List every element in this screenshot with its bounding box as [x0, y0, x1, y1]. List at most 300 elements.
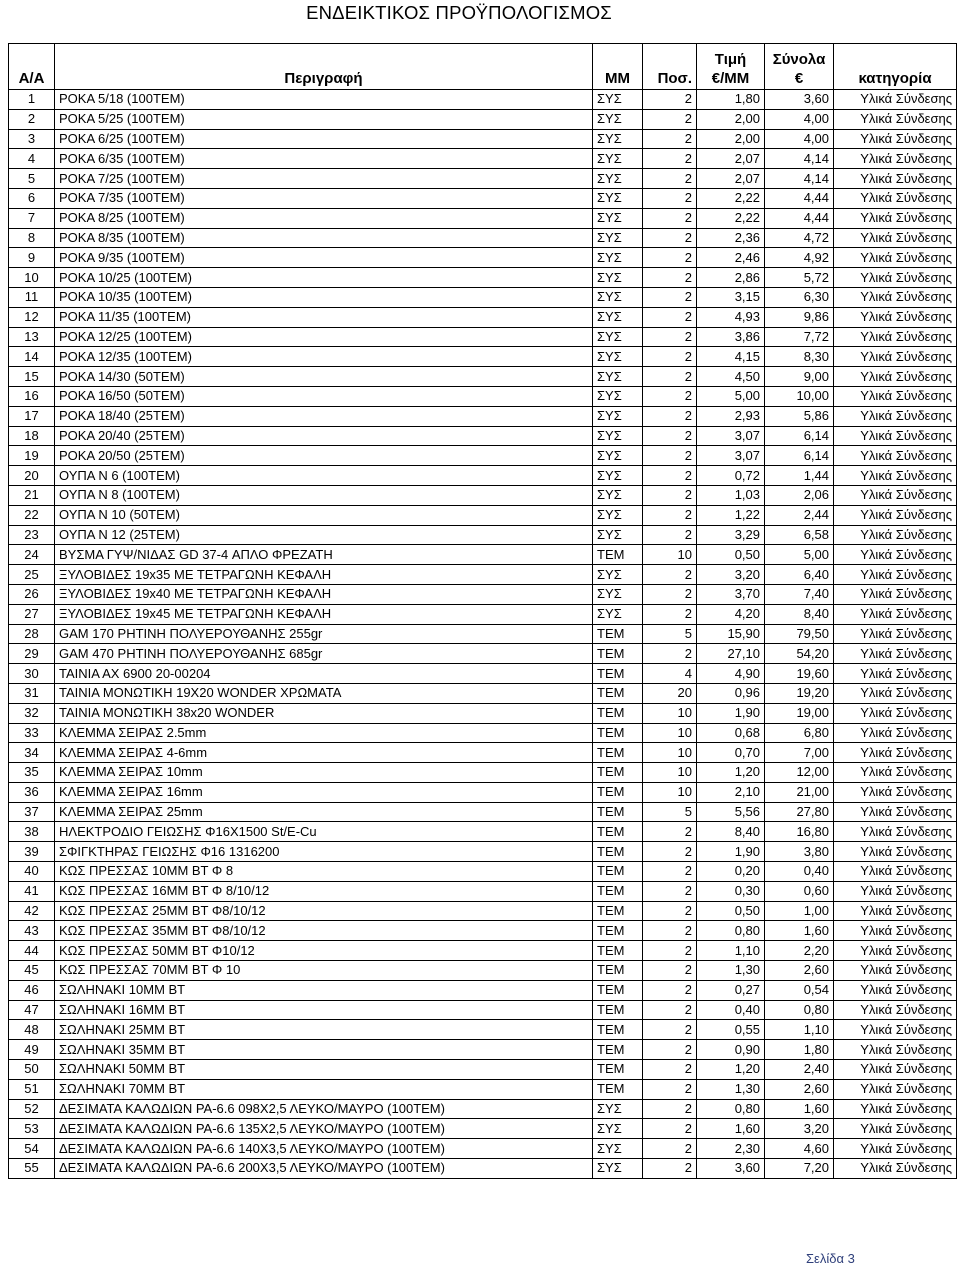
- cell-category: Υλικά Σύνδεσης: [834, 1000, 957, 1020]
- cell-quantity: 2: [643, 1020, 697, 1040]
- cell-description: ΤΑΙΝΙΑ ΜΟΝΩΤΙΚΗ 19Χ20 WONDER ΧΡΩΜΑΤΑ: [55, 683, 593, 703]
- cell-description: ΣΦΙΓΚΤΗΡΑΣ ΓΕΙΩΣΗΣ Φ16 1316200: [55, 842, 593, 862]
- cell-quantity: 2: [643, 862, 697, 882]
- cell-description: ΡΟΚΑ 7/35 (100ΤΕΜ): [55, 188, 593, 208]
- cell-category: Υλικά Σύνδεσης: [834, 109, 957, 129]
- table-row: [9, 881, 957, 901]
- table-row: [9, 1159, 957, 1179]
- cell-quantity: 10: [643, 743, 697, 763]
- cell-unit-price: 0,70: [697, 743, 765, 763]
- cell-category: Υλικά Σύνδεσης: [834, 822, 957, 842]
- cell-category: Υλικά Σύνδεσης: [834, 743, 957, 763]
- cell-description: ΟΥΠΑ Ν 8 (100ΤΕΜ): [55, 485, 593, 505]
- table-row: [9, 782, 957, 802]
- cell-total: 7,00: [765, 743, 834, 763]
- cell-total: 79,50: [765, 624, 834, 644]
- cell-unit-price: 2,10: [697, 782, 765, 802]
- cell-quantity: 2: [643, 644, 697, 664]
- cell-category: Υλικά Σύνδεσης: [834, 208, 957, 228]
- cell-unit-price: 3,20: [697, 565, 765, 585]
- cell-category: Υλικά Σύνδεσης: [834, 406, 957, 426]
- table-row: [9, 822, 957, 842]
- cell-total: 1,60: [765, 921, 834, 941]
- cell-unit-price: 4,15: [697, 347, 765, 367]
- cell-unit: ΣΥΣ: [593, 327, 643, 347]
- header-category: κατηγορία: [834, 44, 957, 90]
- cell-quantity: 2: [643, 1099, 697, 1119]
- cell-unit-price: 1,30: [697, 1079, 765, 1099]
- cell-unit-price: 3,60: [697, 1159, 765, 1179]
- cell-aa: 38: [9, 822, 55, 842]
- cell-unit: ΣΥΣ: [593, 248, 643, 268]
- cell-category: Υλικά Σύνδεσης: [834, 1139, 957, 1159]
- cell-category: Υλικά Σύνδεσης: [834, 584, 957, 604]
- budget-table: [8, 43, 957, 1179]
- cell-unit-price: 3,70: [697, 584, 765, 604]
- cell-category: Υλικά Σύνδεσης: [834, 961, 957, 981]
- cell-quantity: 10: [643, 782, 697, 802]
- cell-description: ΡΟΚΑ 6/35 (100ΤΕΜ): [55, 149, 593, 169]
- cell-total: 4,72: [765, 228, 834, 248]
- cell-unit-price: 2,07: [697, 149, 765, 169]
- cell-quantity: 2: [643, 1000, 697, 1020]
- cell-unit: ΣΥΣ: [593, 169, 643, 189]
- cell-quantity: 2: [643, 822, 697, 842]
- cell-total: 1,10: [765, 1020, 834, 1040]
- cell-aa: 19: [9, 446, 55, 466]
- cell-description: ΣΩΛΗΝΑΚΙ 50ΜΜ ΒΤ: [55, 1060, 593, 1080]
- cell-unit: ΤΕΜ: [593, 683, 643, 703]
- cell-total: 54,20: [765, 644, 834, 664]
- cell-aa: 11: [9, 287, 55, 307]
- cell-quantity: 2: [643, 604, 697, 624]
- cell-total: 4,60: [765, 1139, 834, 1159]
- header-unit: ΜΜ: [593, 44, 643, 90]
- cell-aa: 20: [9, 466, 55, 486]
- cell-total: 6,14: [765, 426, 834, 446]
- cell-unit: ΤΕΜ: [593, 901, 643, 921]
- table-row: [9, 644, 957, 664]
- cell-unit-price: 1,10: [697, 941, 765, 961]
- table-row: [9, 90, 957, 110]
- cell-aa: 5: [9, 169, 55, 189]
- cell-unit: ΤΕΜ: [593, 961, 643, 981]
- cell-total: 4,44: [765, 188, 834, 208]
- cell-unit-price: 15,90: [697, 624, 765, 644]
- cell-aa: 31: [9, 683, 55, 703]
- table-row: [9, 466, 957, 486]
- cell-aa: 13: [9, 327, 55, 347]
- table-row: [9, 1040, 957, 1060]
- cell-total: 2,06: [765, 485, 834, 505]
- cell-quantity: 2: [643, 426, 697, 446]
- cell-aa: 7: [9, 208, 55, 228]
- cell-aa: 15: [9, 367, 55, 387]
- cell-quantity: 2: [643, 188, 697, 208]
- cell-unit-price: 3,29: [697, 525, 765, 545]
- cell-aa: 23: [9, 525, 55, 545]
- cell-category: Υλικά Σύνδεσης: [834, 485, 957, 505]
- cell-description: ΚΛΕΜΜΑ ΣΕΙΡΑΣ 4-6mm: [55, 743, 593, 763]
- table-row: [9, 367, 957, 387]
- cell-quantity: 2: [643, 90, 697, 110]
- cell-unit: ΣΥΣ: [593, 525, 643, 545]
- cell-category: Υλικά Σύνδεσης: [834, 1020, 957, 1040]
- cell-unit-price: 0,72: [697, 466, 765, 486]
- table-row: [9, 149, 957, 169]
- cell-unit: ΣΥΣ: [593, 149, 643, 169]
- cell-description: ΡΟΚΑ 6/25 (100ΤΕΜ): [55, 129, 593, 149]
- table-row: [9, 505, 957, 525]
- cell-category: Υλικά Σύνδεσης: [834, 307, 957, 327]
- cell-category: Υλικά Σύνδεσης: [834, 941, 957, 961]
- cell-aa: 48: [9, 1020, 55, 1040]
- cell-quantity: 2: [643, 941, 697, 961]
- cell-unit-price: 0,20: [697, 862, 765, 882]
- cell-aa: 49: [9, 1040, 55, 1060]
- table-row: [9, 1060, 957, 1080]
- cell-unit-price: 2,46: [697, 248, 765, 268]
- cell-unit-price: 1,80: [697, 90, 765, 110]
- cell-unit: ΣΥΣ: [593, 90, 643, 110]
- header-unit-price: [697, 44, 765, 90]
- cell-quantity: 2: [643, 248, 697, 268]
- cell-category: Υλικά Σύνδεσης: [834, 466, 957, 486]
- cell-unit: ΣΥΣ: [593, 1159, 643, 1179]
- table-row: [9, 683, 957, 703]
- cell-unit-price: 2,22: [697, 188, 765, 208]
- cell-quantity: 2: [643, 406, 697, 426]
- cell-total: 2,60: [765, 1079, 834, 1099]
- cell-aa: 52: [9, 1099, 55, 1119]
- table-row: [9, 743, 957, 763]
- cell-unit-price: 4,93: [697, 307, 765, 327]
- cell-aa: 33: [9, 723, 55, 743]
- cell-unit: ΣΥΣ: [593, 1119, 643, 1139]
- cell-total: 19,60: [765, 664, 834, 684]
- cell-quantity: 2: [643, 287, 697, 307]
- cell-unit-price: 5,00: [697, 386, 765, 406]
- cell-description: ΗΛΕΚΤΡΟΔΙΟ ΓΕΙΩΣΗΣ Φ16Χ1500 St/E-Cu: [55, 822, 593, 842]
- cell-unit-price: 2,07: [697, 169, 765, 189]
- cell-unit: ΤΕΜ: [593, 822, 643, 842]
- cell-quantity: 2: [643, 525, 697, 545]
- table-row: [9, 446, 957, 466]
- cell-aa: 4: [9, 149, 55, 169]
- cell-total: 6,14: [765, 446, 834, 466]
- cell-description: ΚΩΣ ΠΡΕΣΣΑΣ 16ΜΜ ΒΤ Φ 8/10/12: [55, 881, 593, 901]
- cell-aa: 34: [9, 743, 55, 763]
- table-row: [9, 545, 957, 565]
- table-row: [9, 1119, 957, 1139]
- cell-quantity: 2: [643, 980, 697, 1000]
- cell-aa: 9: [9, 248, 55, 268]
- cell-aa: 3: [9, 129, 55, 149]
- cell-quantity: 2: [643, 446, 697, 466]
- table-row: [9, 1079, 957, 1099]
- cell-unit-price: 4,50: [697, 367, 765, 387]
- cell-description: ΡΟΚΑ 20/50 (25ΤΕΜ): [55, 446, 593, 466]
- cell-description: ΚΛΕΜΜΑ ΣΕΙΡΑΣ 16mm: [55, 782, 593, 802]
- header-description: Περιγραφή: [55, 44, 593, 90]
- cell-description: ΡΟΚΑ 12/35 (100ΤΕΜ): [55, 347, 593, 367]
- cell-aa: 43: [9, 921, 55, 941]
- cell-total: 9,86: [765, 307, 834, 327]
- cell-category: Υλικά Σύνδεσης: [834, 525, 957, 545]
- cell-unit: ΣΥΣ: [593, 268, 643, 288]
- cell-total: 4,14: [765, 169, 834, 189]
- cell-aa: 27: [9, 604, 55, 624]
- cell-unit-price: 8,40: [697, 822, 765, 842]
- table-row: [9, 901, 957, 921]
- cell-unit: ΤΕΜ: [593, 980, 643, 1000]
- cell-description: ΡΟΚΑ 7/25 (100ΤΕΜ): [55, 169, 593, 189]
- cell-total: 6,40: [765, 565, 834, 585]
- cell-quantity: 2: [643, 268, 697, 288]
- cell-category: Υλικά Σύνδεσης: [834, 347, 957, 367]
- cell-category: Υλικά Σύνδεσης: [834, 782, 957, 802]
- cell-total: 0,54: [765, 980, 834, 1000]
- cell-aa: 6: [9, 188, 55, 208]
- cell-category: Υλικά Σύνδεσης: [834, 287, 957, 307]
- cell-category: Υλικά Σύνδεσης: [834, 505, 957, 525]
- table-row: [9, 228, 957, 248]
- cell-unit: ΤΕΜ: [593, 743, 643, 763]
- cell-total: 5,00: [765, 545, 834, 565]
- cell-category: Υλικά Σύνδεσης: [834, 763, 957, 783]
- header-unit-price-top: Τιμή: [714, 51, 747, 68]
- cell-unit: ΤΕΜ: [593, 664, 643, 684]
- cell-quantity: 5: [643, 624, 697, 644]
- cell-description: ΣΩΛΗΝΑΚΙ 25ΜΜ ΒΤ: [55, 1020, 593, 1040]
- cell-aa: 37: [9, 802, 55, 822]
- cell-unit-price: 1,22: [697, 505, 765, 525]
- cell-unit: ΤΕΜ: [593, 1020, 643, 1040]
- cell-aa: 21: [9, 485, 55, 505]
- cell-description: ΒΥΣΜΑ ΓΥΨ/ΝΙΔΑΣ GD 37-4 ΑΠΛΟ ΦΡΕΖΑΤΗ: [55, 545, 593, 565]
- table-row: [9, 485, 957, 505]
- cell-quantity: 10: [643, 545, 697, 565]
- cell-aa: 16: [9, 386, 55, 406]
- cell-unit: ΣΥΣ: [593, 565, 643, 585]
- cell-description: ΔΕΣΙΜΑΤΑ ΚΑΛΩΔΙΩΝ PA-6.6 200Χ3,5 ΛΕΥΚΟ/ΜΑΥΡΟ (100ΤΕΜ): [55, 1159, 593, 1179]
- cell-unit: ΤΕΜ: [593, 842, 643, 862]
- cell-unit-price: 5,56: [697, 802, 765, 822]
- cell-quantity: 2: [643, 1060, 697, 1080]
- cell-quantity: 2: [643, 327, 697, 347]
- cell-quantity: 2: [643, 228, 697, 248]
- cell-quantity: 2: [643, 307, 697, 327]
- header-aa: Α/Α: [9, 44, 55, 90]
- cell-category: Υλικά Σύνδεσης: [834, 1159, 957, 1179]
- table-row: [9, 723, 957, 743]
- cell-unit-price: 1,03: [697, 485, 765, 505]
- cell-aa: 14: [9, 347, 55, 367]
- cell-unit-price: 3,07: [697, 446, 765, 466]
- cell-category: Υλικά Σύνδεσης: [834, 545, 957, 565]
- cell-category: Υλικά Σύνδεσης: [834, 129, 957, 149]
- cell-total: 12,00: [765, 763, 834, 783]
- cell-aa: 12: [9, 307, 55, 327]
- cell-aa: 18: [9, 426, 55, 446]
- cell-unit: ΣΥΣ: [593, 287, 643, 307]
- cell-quantity: 2: [643, 505, 697, 525]
- cell-aa: 42: [9, 901, 55, 921]
- cell-unit-price: 2,00: [697, 109, 765, 129]
- cell-quantity: 2: [643, 129, 697, 149]
- cell-unit: ΣΥΣ: [593, 109, 643, 129]
- cell-unit-price: 1,20: [697, 1060, 765, 1080]
- cell-unit: ΣΥΣ: [593, 604, 643, 624]
- cell-unit: ΣΥΣ: [593, 347, 643, 367]
- cell-description: ΡΟΚΑ 20/40 (25ΤΕΜ): [55, 426, 593, 446]
- cell-unit-price: 0,96: [697, 683, 765, 703]
- table-row: [9, 802, 957, 822]
- cell-total: 4,14: [765, 149, 834, 169]
- cell-unit-price: 2,22: [697, 208, 765, 228]
- cell-total: 2,44: [765, 505, 834, 525]
- cell-description: ΣΩΛΗΝΑΚΙ 35ΜΜ ΒΤ: [55, 1040, 593, 1060]
- cell-unit: ΤΕΜ: [593, 723, 643, 743]
- cell-unit: ΤΕΜ: [593, 1060, 643, 1080]
- cell-unit-price: 0,55: [697, 1020, 765, 1040]
- cell-aa: 17: [9, 406, 55, 426]
- cell-quantity: 2: [643, 565, 697, 585]
- cell-aa: 45: [9, 961, 55, 981]
- cell-description: ΞΥΛΟΒΙΔΕΣ 19x40 ΜΕ ΤΕΤΡΑΓΩΝΗ ΚΕΦΑΛΗ: [55, 584, 593, 604]
- table-row: [9, 525, 957, 545]
- table-row: [9, 941, 957, 961]
- cell-unit-price: 0,50: [697, 901, 765, 921]
- cell-unit: ΣΥΣ: [593, 1099, 643, 1119]
- header-total-bottom: €: [794, 70, 804, 87]
- cell-unit: ΤΕΜ: [593, 545, 643, 565]
- header-total: [765, 44, 834, 90]
- cell-description: ΡΟΚΑ 18/40 (25ΤΕΜ): [55, 406, 593, 426]
- cell-total: 19,20: [765, 683, 834, 703]
- cell-description: ΔΕΣΙΜΑΤΑ ΚΑΛΩΔΙΩΝ PA-6.6 140Χ3,5 ΛΕΥΚΟ/ΜΑΥΡΟ (100ΤΕΜ): [55, 1139, 593, 1159]
- cell-category: Υλικά Σύνδεσης: [834, 1079, 957, 1099]
- cell-aa: 40: [9, 862, 55, 882]
- cell-quantity: 2: [643, 485, 697, 505]
- cell-quantity: 2: [643, 1119, 697, 1139]
- cell-unit: ΣΥΣ: [593, 367, 643, 387]
- cell-unit: ΤΕΜ: [593, 881, 643, 901]
- cell-quantity: 2: [643, 367, 697, 387]
- cell-description: ΤΑΙΝΙΑ ΑΧ 6900 20-00204: [55, 664, 593, 684]
- cell-quantity: 2: [643, 921, 697, 941]
- cell-category: Υλικά Σύνδεσης: [834, 1119, 957, 1139]
- table-row: [9, 248, 957, 268]
- cell-description: ΣΩΛΗΝΑΚΙ 10ΜΜ ΒΤ: [55, 980, 593, 1000]
- cell-total: 2,60: [765, 961, 834, 981]
- cell-total: 3,80: [765, 842, 834, 862]
- cell-unit-price: 0,40: [697, 1000, 765, 1020]
- cell-category: Υλικά Σύνδεσης: [834, 921, 957, 941]
- cell-quantity: 2: [643, 1159, 697, 1179]
- cell-unit-price: 0,27: [697, 980, 765, 1000]
- cell-quantity: 4: [643, 664, 697, 684]
- header-quantity: Ποσ.: [643, 44, 697, 90]
- cell-aa: 32: [9, 703, 55, 723]
- cell-description: ΔΕΣΙΜΑΤΑ ΚΑΛΩΔΙΩΝ PA-6.6 135Χ2,5 ΛΕΥΚΟ/ΜΑΥΡΟ (100ΤΕΜ): [55, 1119, 593, 1139]
- cell-category: Υλικά Σύνδεσης: [834, 604, 957, 624]
- cell-total: 21,00: [765, 782, 834, 802]
- table-row: [9, 961, 957, 981]
- cell-aa: 1: [9, 90, 55, 110]
- table-row: [9, 842, 957, 862]
- cell-unit: ΤΕΜ: [593, 921, 643, 941]
- cell-unit-price: 1,90: [697, 842, 765, 862]
- cell-category: Υλικά Σύνδεσης: [834, 90, 957, 110]
- table-row: [9, 386, 957, 406]
- cell-unit: ΤΕΜ: [593, 703, 643, 723]
- cell-description: ΟΥΠΑ Ν 12 (25ΤΕΜ): [55, 525, 593, 545]
- cell-aa: 26: [9, 584, 55, 604]
- table-row: [9, 129, 957, 149]
- cell-quantity: 10: [643, 703, 697, 723]
- cell-unit: ΤΕΜ: [593, 624, 643, 644]
- cell-unit: ΣΥΣ: [593, 307, 643, 327]
- cell-total: 6,30: [765, 287, 834, 307]
- cell-category: Υλικά Σύνδεσης: [834, 188, 957, 208]
- cell-description: ΔΕΣΙΜΑΤΑ ΚΑΛΩΔΙΩΝ PA-6.6 098Χ2,5 ΛΕΥΚΟ/ΜΑΥΡΟ (100ΤΕΜ): [55, 1099, 593, 1119]
- cell-description: ΚΩΣ ΠΡΕΣΣΑΣ 70ΜΜ ΒΤ Φ 10: [55, 961, 593, 981]
- cell-quantity: 2: [643, 842, 697, 862]
- cell-aa: 25: [9, 565, 55, 585]
- cell-description: ΡΟΚΑ 8/25 (100ΤΕΜ): [55, 208, 593, 228]
- cell-category: Υλικά Σύνδεσης: [834, 683, 957, 703]
- cell-total: 7,72: [765, 327, 834, 347]
- cell-total: 4,44: [765, 208, 834, 228]
- cell-unit: ΣΥΣ: [593, 466, 643, 486]
- cell-aa: 22: [9, 505, 55, 525]
- cell-unit: ΣΥΣ: [593, 505, 643, 525]
- cell-category: Υλικά Σύνδεσης: [834, 862, 957, 882]
- cell-category: Υλικά Σύνδεσης: [834, 842, 957, 862]
- cell-aa: 10: [9, 268, 55, 288]
- table-row: [9, 327, 957, 347]
- cell-unit: ΣΥΣ: [593, 228, 643, 248]
- cell-aa: 54: [9, 1139, 55, 1159]
- cell-unit-price: 1,20: [697, 763, 765, 783]
- cell-category: Υλικά Σύνδεσης: [834, 367, 957, 387]
- cell-unit: ΣΥΣ: [593, 129, 643, 149]
- cell-unit-price: 2,30: [697, 1139, 765, 1159]
- cell-aa: 55: [9, 1159, 55, 1179]
- cell-description: ΣΩΛΗΝΑΚΙ 16ΜΜ ΒΤ: [55, 1000, 593, 1020]
- cell-quantity: 2: [643, 347, 697, 367]
- cell-aa: 36: [9, 782, 55, 802]
- cell-unit-price: 27,10: [697, 644, 765, 664]
- cell-unit-price: 4,90: [697, 664, 765, 684]
- cell-aa: 44: [9, 941, 55, 961]
- cell-unit-price: 1,30: [697, 961, 765, 981]
- cell-description: ΡΟΚΑ 8/35 (100ΤΕΜ): [55, 228, 593, 248]
- cell-category: Υλικά Σύνδεσης: [834, 703, 957, 723]
- cell-category: Υλικά Σύνδεσης: [834, 327, 957, 347]
- cell-aa: 39: [9, 842, 55, 862]
- cell-unit-price: 0,30: [697, 881, 765, 901]
- cell-total: 7,40: [765, 584, 834, 604]
- cell-unit-price: 1,60: [697, 1119, 765, 1139]
- cell-aa: 28: [9, 624, 55, 644]
- cell-total: 27,80: [765, 802, 834, 822]
- cell-total: 3,60: [765, 90, 834, 110]
- cell-unit: ΣΥΣ: [593, 426, 643, 446]
- table-row: [9, 763, 957, 783]
- cell-total: 0,80: [765, 1000, 834, 1020]
